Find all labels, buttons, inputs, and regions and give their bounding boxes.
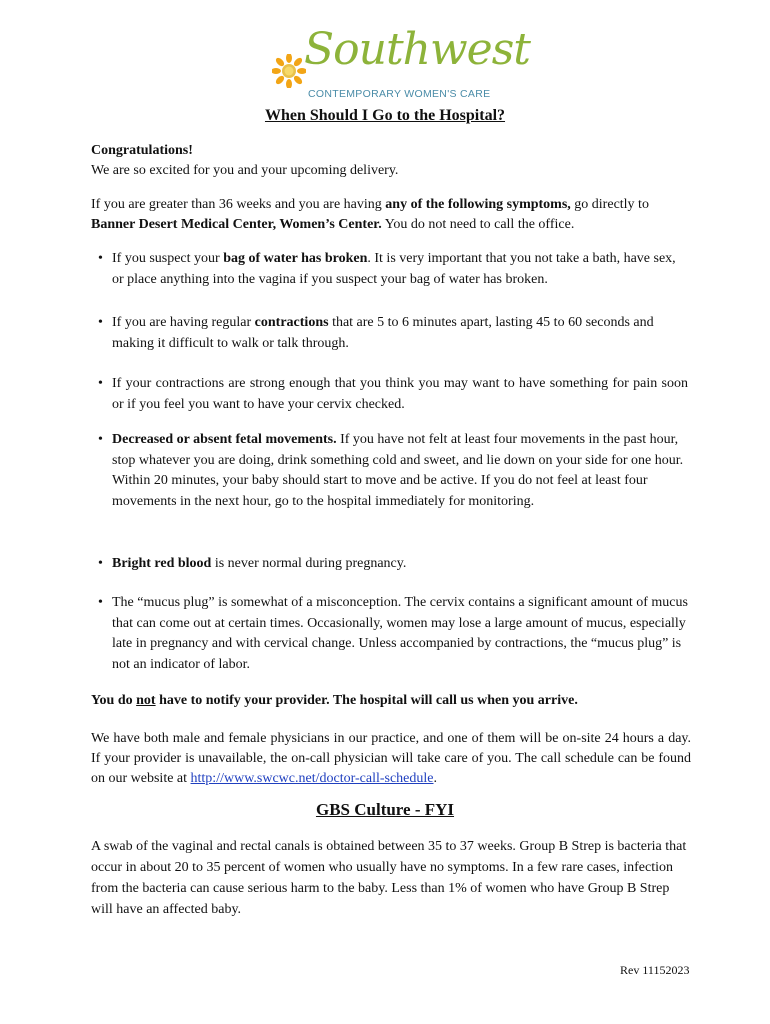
notify-statement [91, 691, 691, 711]
page-title: When Should I Go to the Hospital? [264, 107, 506, 124]
criteria-bold-1: any of the following symptoms, [385, 197, 571, 212]
bullet-text: The “mucus plug” is somewhat of a misconception. The cervix contains a significant amount of mucus that can come out at certain times. Occasionally, women may lose a large amount of mucus, especially late in pregnancy and with cervical change. Unless accompanied by contractions, the “mucus plug” is not an indicator of labor. [112, 595, 688, 672]
notify-not: not [136, 693, 156, 708]
notify-text-1: You do [91, 693, 137, 708]
criteria-paragraph [91, 195, 691, 235]
gbs-text: A swab of the vaginal and rectal canals is obtained between 35 to 37 weeks. Group B Strep is bacteria that occur in about 20 to 35 percent of women who usually have no symptoms. In a few rare cases, infection from the bacteria can cause serious harm to the baby. Less than 1% of women who have Group B Strep will have an affected baby. [91, 839, 687, 917]
congrats-heading: Congratulations! [91, 143, 193, 158]
bullet-icon: • [98, 556, 103, 571]
bullet-bold: Bright red blood [112, 556, 212, 571]
southwest-logo [268, 24, 530, 104]
physicians-paragraph [91, 729, 691, 789]
logo-brand: Southwest [304, 24, 530, 75]
list-item [98, 554, 688, 575]
bullet-bold: contractions [254, 315, 329, 330]
bullet-icon: • [98, 432, 103, 447]
gbs-paragraph [91, 836, 691, 920]
list-item [98, 593, 688, 675]
criteria-text-3: You do not need to call the office. [381, 217, 575, 232]
physicians-text: We have both male and female physicians in our practice, and one of them will be on-site 24 hours a day. If your provider is unavailable, the on-call physician will take care of you. The call schedule can be found on our website at [91, 731, 691, 786]
list-item [98, 430, 688, 512]
list-item [98, 249, 688, 290]
criteria-bold-2: Banner Desert Medical Center, Women’s Center. [91, 217, 382, 232]
intro-text: We are so excited for you and your upcoming delivery. [91, 163, 399, 178]
bullet-icon: • [98, 376, 103, 391]
bullet-icon: • [98, 595, 103, 610]
bullet-text: If your contractions are strong enough that you think you may want to have something for pain soon or if you feel you want to have your cervix checked. [112, 376, 688, 412]
intro [91, 141, 691, 181]
bullet-icon: • [98, 251, 103, 266]
call-schedule-link[interactable]: http://www.swcwc.net/doctor-call-schedule [190, 771, 434, 786]
list-item [98, 313, 688, 354]
bullet-text: If you suspect your [112, 251, 224, 266]
sunflower-icon [272, 54, 306, 88]
bullet-bold: bag of water has broken [223, 251, 368, 266]
logo-tagline: CONTEMPORARY WOMEN'S CARE [308, 88, 491, 100]
notify-text-2: have to notify your provider. The hospital will call us when you arrive. [155, 693, 578, 708]
bullet-text: . It is very important that you not take a bath, have sex, or place anything into the vagina if you suspect your bag of water has broken. [112, 251, 676, 287]
bullet-text: If you have not felt at least four movements in the past hour, stop whatever you are doing, drink something cold and sweet, and lie down on your side for one hour. Within 20 minutes, your baby should start to move and be active. If you do not feel at least four movements in the next hour, go to the hospital immediately for monitoring. [112, 432, 684, 509]
criteria-text-2: go directly to [570, 197, 649, 212]
bullet-bold: Decreased or absent fetal movements. [112, 432, 337, 447]
bullet-text: is never normal during pregnancy. [211, 556, 407, 571]
list-item [98, 374, 688, 415]
gbs-heading: GBS Culture - FYI [315, 800, 455, 819]
revision-label: Rev 11152023 [620, 963, 690, 977]
criteria-text-1: If you are greater than 36 weeks and you are having [91, 197, 386, 212]
bullet-text: that are 5 to 6 minutes apart, lasting 45 to 60 seconds and making it difficult to walk or talk through. [112, 315, 654, 351]
bullet-text: If you are having regular [112, 315, 255, 330]
bullet-icon: • [98, 315, 103, 330]
physicians-end: . [433, 771, 437, 786]
